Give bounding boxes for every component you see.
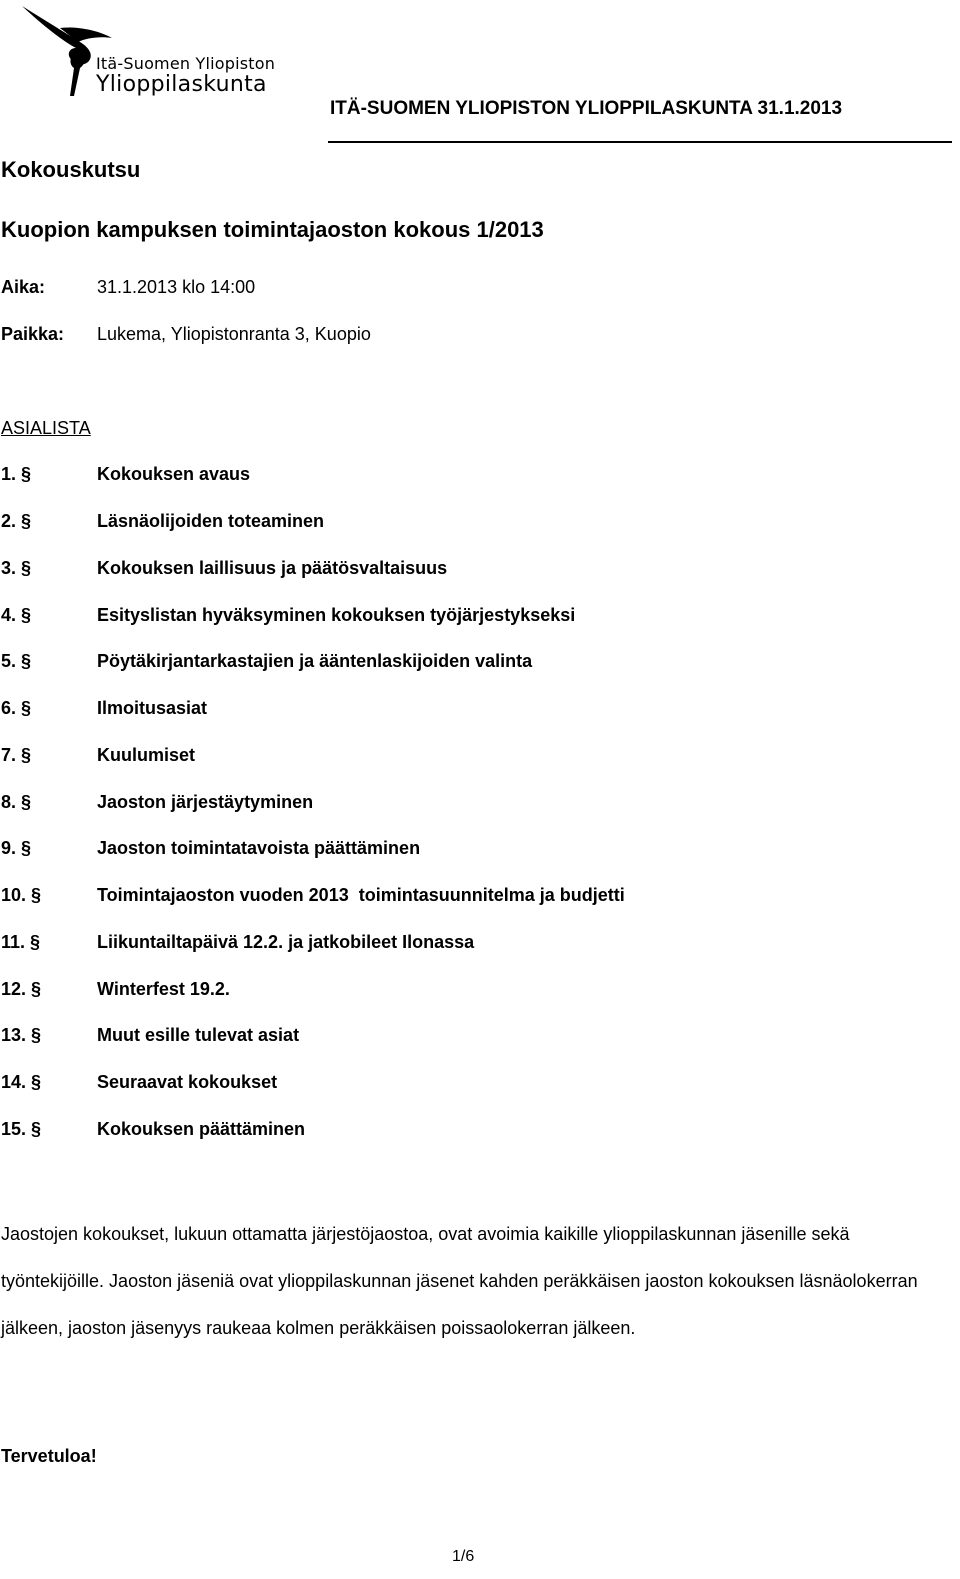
- agenda-item-text: Pöytäkirjantarkastajien ja ääntenlaskijoiden valinta: [97, 651, 533, 671]
- agenda-item-text: Läsnäolijoiden toteaminen: [97, 511, 325, 531]
- agenda-item-number: 1. §: [1, 464, 32, 484]
- agenda-item-text: Kokouksen avaus: [97, 464, 251, 484]
- agenda-item-text: Toimintajaoston vuoden 2013 toimintasuunnitelma ja budjetti: [97, 885, 625, 905]
- agenda-item-text: Jaoston toimintatavoista päättäminen: [97, 838, 421, 858]
- agenda-item-number: 6. §: [1, 698, 32, 718]
- agenda-item-text: Jaoston järjestäytyminen: [97, 792, 314, 812]
- agenda-item-number: 9. §: [1, 838, 32, 858]
- place-value: Lukema, Yliopistonranta 3, Kuopio: [97, 324, 371, 344]
- agenda-item-text: Winterfest 19.2.: [97, 979, 230, 999]
- agenda-item-number: 14. §: [1, 1072, 42, 1092]
- logo-text-line2: Ylioppilaskunta: [96, 72, 267, 97]
- membership-paragraph: Jaostojen kokoukset, lukuun ottamatta järjestöjaostoa, ovat avoimia kaikille ylioppilaskunnan jäsenille sekä työntekijöille. Jaoston jäseniä ovat ylioppilaskunnan jäsenet kahden peräkkäisen jaoston kokouksen läsnäolokerran jälkeen, jaoston jäsenyys raukeaa kolmen peräkkäisen poissaolokerran jälkeen.: [1, 1224, 918, 1338]
- agenda-item-number: 2. §: [1, 511, 32, 531]
- agenda-item-text: Liikuntailtapäivä 12.2. ja jatkobileet Ilonassa: [97, 932, 475, 952]
- header-title: ITÄ-SUOMEN YLIOPISTON YLIOPPILASKUNTA 31.1.2013: [330, 98, 843, 119]
- agenda-item-text: Ilmoitusasiat: [97, 698, 208, 718]
- agenda-item-number: 12. §: [1, 979, 42, 999]
- agenda-item-text: Kokouksen päättäminen: [97, 1119, 306, 1139]
- time-label: Aika:: [1, 277, 46, 297]
- agenda-item-number: 15. §: [1, 1119, 42, 1139]
- agenda-item-text: Kokouksen laillisuus ja päätösvaltaisuus: [97, 558, 448, 578]
- closing-greeting: Tervetuloa!: [1, 1446, 97, 1466]
- agenda-item-number: 4. §: [1, 605, 32, 625]
- meeting-title: Kuopion kampuksen toimintajaoston kokous 1/2013: [1, 217, 544, 242]
- agenda-item-number: 11. §: [1, 932, 41, 952]
- agenda-heading: ASIALISTA: [1, 418, 91, 438]
- logo-text-line1: Itä-Suomen Yliopiston: [96, 54, 276, 73]
- logo: [20, 4, 310, 100]
- agenda-item-number: 13. §: [1, 1025, 42, 1045]
- agenda-item-number: 8. §: [1, 792, 32, 812]
- agenda-item-text: Kuulumiset: [97, 745, 196, 765]
- page-number: 1/6: [452, 1548, 475, 1565]
- agenda-item-number: 5. §: [1, 651, 32, 671]
- document-type-heading: Kokouskutsu: [1, 157, 141, 182]
- agenda-item-text: Seuraavat kokoukset: [97, 1072, 278, 1092]
- agenda-item-number: 7. §: [1, 745, 32, 765]
- agenda-item-text: Muut esille tulevat asiat: [97, 1025, 300, 1045]
- header-divider: [328, 141, 952, 143]
- place-label: Paikka:: [1, 324, 65, 344]
- agenda-item-text: Esityslistan hyväksyminen kokouksen työjärjestykseksi: [97, 605, 576, 625]
- agenda-item-number: 10. §: [1, 885, 42, 905]
- agenda-item-number: 3. §: [1, 558, 32, 578]
- time-value: 31.1.2013 klo 14:00: [97, 277, 256, 297]
